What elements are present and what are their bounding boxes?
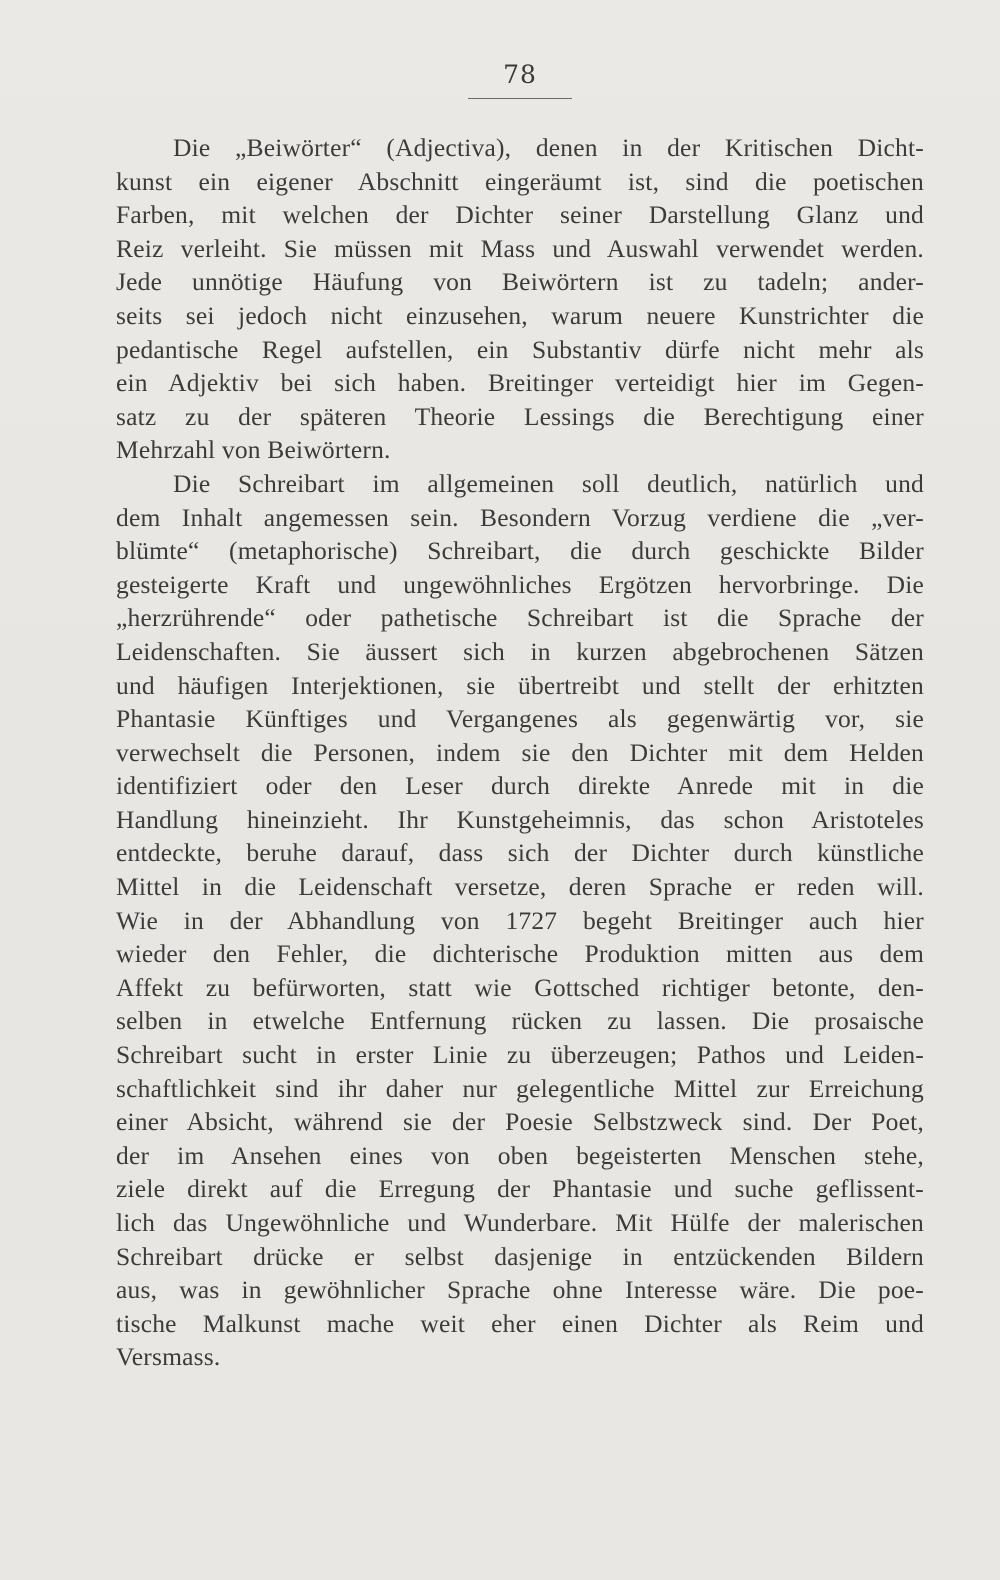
text-line: kunst ein eigener Abschnitt eingeräumt ist, sind die poetischen — [116, 166, 924, 196]
text-line: der im Ansehen eines von oben begeisterten Menschen stehe, — [116, 1140, 924, 1170]
text-line: Schreibart sucht in erster Linie zu überzeugen; Pathos und Leiden- — [116, 1040, 924, 1070]
text-line: Handlung hineinzieht. Ihr Kunstgeheimnis, das schon Aristoteles — [116, 804, 924, 834]
text-line: lich das Ungewöhnliche und Wunderbare. Mit Hülfe der malerischen — [116, 1208, 924, 1237]
text-line: Jede unnötige Häufung von Beiwörtern ist zu tadeln; ander- — [116, 267, 924, 297]
text-line: Die „Beiwörter“ (Adjectiva), denen in der Kritischen Dicht- — [173, 133, 924, 162]
text-line: satz zu der späteren Theorie Lessings die Berechtigung einer — [116, 401, 924, 431]
text-line: ein Adjektiv bei sich haben. Breitinger verteidigt hier im Gegen- — [116, 368, 924, 398]
text-line: identifiziert oder den Leser durch direkte Anrede mit in die — [116, 771, 924, 801]
text-line: tische Malkunst mache weit eher einen Dichter als Reim und — [116, 1308, 924, 1338]
text-line: verwechselt die Personen, indem sie den Dichter mit dem Helden — [116, 737, 924, 767]
text-line: Versmass. — [116, 1342, 221, 1372]
text-line: Die Schreibart im allgemeinen soll deutlich, natürlich und — [173, 468, 924, 498]
text-line: selben in etwelche Entfernung rücken zu lassen. Die prosaische — [116, 1006, 924, 1036]
text-line: Mittel in die Leidenschaft versetze, deren Sprache er reden will. — [116, 872, 924, 902]
text-line: Wie in der Abhandlung von 1727 begeht Breitinger auch hier — [116, 905, 924, 935]
page-number-rule — [468, 98, 572, 99]
text-line: Farben, mit welchen der Dichter seiner Darstellung Glanz und — [116, 200, 924, 230]
text-line: Mehrzahl von Beiwörtern. — [116, 435, 391, 465]
text-line: Affekt zu befürworten, statt wie Gottsched richtiger betonte, den- — [116, 972, 924, 1002]
text-line: gesteigerte Kraft und ungewöhnliches Ergötzen hervorbringe. Die — [116, 569, 924, 599]
body-text — [116, 131, 924, 1374]
text-line: Schreibart drücke er selbst dasjenige in entzückenden Bildern — [116, 1241, 924, 1271]
text-line: blümte“ (metaphorische) Schreibart, die durch geschickte Bilder — [116, 536, 924, 566]
text-line: schaftlichkeit sind ihr daher nur gelegentliche Mittel zur Erreichung — [116, 1073, 924, 1103]
text-line: pedantische Regel aufstellen, ein Substantiv dürfe nicht mehr als — [116, 334, 924, 364]
text-line: seits sei jedoch nicht einzusehen, warum neuere Kunstrichter die — [116, 300, 924, 330]
text-line: „herzrührende“ oder pathetische Schreibart ist die Sprache der — [116, 603, 924, 633]
text-line: und häufigen Interjektionen, sie übertreibt und stellt der erhitzten — [116, 670, 924, 700]
text-line: ziele direkt auf die Erregung der Phantasie und suche geflissent- — [116, 1174, 924, 1204]
text-line: Reiz verleiht. Sie müssen mit Mass und Auswahl verwendet werden. — [116, 233, 924, 263]
text-line: wieder den Fehler, die dichterische Produktion mitten aus dem — [116, 939, 924, 969]
text-line: einer Absicht, während sie der Poesie Selbstzweck sind. Der Poet, — [116, 1107, 924, 1137]
text-line: aus, was in gewöhnlicher Sprache ohne Interesse wäre. Die poe- — [116, 1275, 924, 1305]
page-number: 78 — [503, 60, 537, 89]
text-line: dem Inhalt angemessen sein. Besondern Vorzug verdiene die „ver- — [116, 502, 924, 532]
text-line: entdeckte, beruhe darauf, dass sich der Dichter durch künstliche — [116, 838, 924, 868]
text-line: Phantasie Künftiges und Vergangenes als gegenwärtig vor, sie — [116, 704, 924, 734]
text-line: Leidenschaften. Sie äussert sich in kurzen abgebrochenen Sätzen — [116, 636, 924, 666]
